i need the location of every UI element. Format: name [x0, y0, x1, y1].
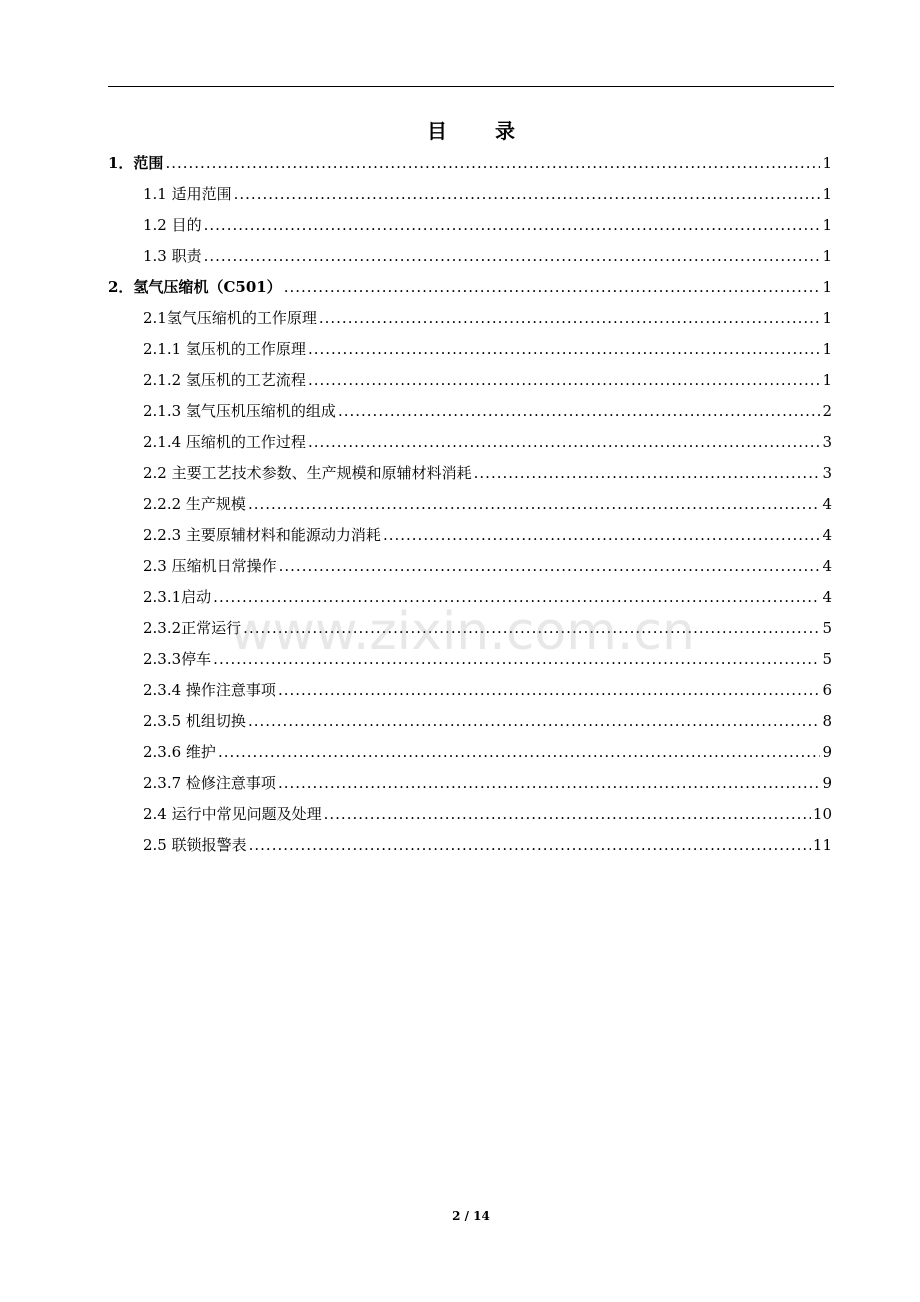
toc-entry-label: 2.3.1启动 — [143, 588, 212, 606]
toc-entry[interactable] — [108, 272, 832, 303]
toc-entry[interactable] — [108, 303, 832, 334]
toc-entry-page: 5 — [822, 619, 832, 637]
toc-entry-page: 10 — [812, 805, 832, 823]
toc-entry[interactable] — [108, 582, 832, 613]
toc-entry[interactable] — [108, 458, 832, 489]
toc-entry-label: 2.3.6 维护 — [143, 743, 216, 761]
toc-entry-label: 2.2.3 主要原辅材料和能源动力消耗 — [143, 526, 381, 544]
toc-entry-label: 2.1.3 氢气压机压缩机的组成 — [143, 402, 336, 420]
toc-entry-label: 1.1 适用范围 — [143, 185, 232, 203]
toc-entry[interactable] — [108, 551, 832, 582]
toc-entry[interactable] — [108, 489, 832, 520]
toc-entry[interactable] — [108, 179, 832, 210]
toc-dot-leader — [218, 737, 821, 768]
toc-entry-page: 8 — [822, 712, 832, 730]
toc-dot-leader — [278, 768, 821, 799]
toc-dot-leader — [165, 148, 820, 179]
toc-entry-label: 2．氢气压缩机（C501） — [108, 278, 282, 296]
toc-dot-leader — [243, 613, 820, 644]
toc-dot-leader — [319, 303, 821, 334]
toc-entry-page: 1 — [822, 154, 832, 172]
toc-entry-page: 1 — [822, 216, 832, 234]
toc-entry[interactable] — [108, 210, 832, 241]
toc-entry-page: 1 — [822, 309, 832, 327]
toc-entry-page: 2 — [822, 402, 832, 420]
toc-entry-label: 2.2.2 生产规模 — [143, 495, 246, 513]
toc-entry[interactable] — [108, 241, 832, 272]
toc-entry[interactable] — [108, 613, 832, 644]
toc-entry[interactable] — [108, 830, 832, 861]
toc-entry-label: 2.3.4 操作注意事项 — [143, 681, 276, 699]
toc-dot-leader — [248, 489, 821, 520]
toc-entry-page: 4 — [822, 588, 832, 606]
toc-entry-label: 2.1氢气压缩机的工作原理 — [143, 309, 317, 327]
toc-entry-label: 1.3 职责 — [143, 247, 202, 265]
toc-entry-page: 4 — [822, 557, 832, 575]
toc-dot-leader — [234, 179, 821, 210]
toc-entry[interactable] — [108, 427, 832, 458]
toc-entry-label: 2.2 主要工艺技术参数、生产规模和原辅材料消耗 — [143, 464, 472, 482]
toc-entry-page: 9 — [822, 743, 832, 761]
toc-entry-label: 2.1.2 氢压机的工艺流程 — [143, 371, 306, 389]
toc-entry-page: 1 — [822, 340, 832, 358]
toc-entry[interactable] — [108, 644, 832, 675]
toc-entry[interactable] — [108, 334, 832, 365]
table-of-contents — [108, 148, 832, 861]
toc-entry[interactable] — [108, 799, 832, 830]
toc-dot-leader — [213, 644, 820, 675]
toc-entry-label: 2.3 压缩机日常操作 — [143, 557, 277, 575]
toc-entry-label: 2.4 运行中常见问题及处理 — [143, 805, 322, 823]
toc-entry[interactable] — [108, 148, 832, 179]
toc-dot-leader — [383, 520, 821, 551]
toc-dot-leader — [248, 706, 821, 737]
toc-entry-page: 6 — [822, 681, 832, 699]
toc-title: 目 录 — [427, 119, 529, 143]
toc-entry-page: 1 — [822, 371, 832, 389]
toc-dot-leader — [279, 551, 821, 582]
toc-entry-page: 3 — [822, 464, 832, 482]
toc-dot-leader — [278, 675, 821, 706]
toc-entry-page: 1 — [822, 278, 832, 296]
toc-entry-label: 1．范围 — [108, 154, 164, 172]
toc-entry-page: 4 — [822, 495, 832, 513]
toc-dot-leader — [249, 830, 811, 861]
toc-entry-label: 2.3.3停车 — [143, 650, 212, 668]
toc-entry-label: 2.3.7 检修注意事项 — [143, 774, 276, 792]
toc-dot-leader — [213, 582, 820, 613]
toc-entry-label: 2.1.1 氢压机的工作原理 — [143, 340, 306, 358]
toc-entry-page: 3 — [822, 433, 832, 451]
toc-entry-page: 5 — [822, 650, 832, 668]
toc-dot-leader — [284, 272, 821, 303]
toc-dot-leader — [324, 799, 811, 830]
toc-entry-page: 4 — [822, 526, 832, 544]
toc-entry-page: 1 — [822, 185, 832, 203]
toc-dot-leader — [204, 210, 821, 241]
toc-dot-leader — [204, 241, 821, 272]
toc-dot-leader — [474, 458, 821, 489]
toc-entry-label: 2.1.4 压缩机的工作过程 — [143, 433, 306, 451]
header-rule — [108, 86, 834, 87]
toc-entry-label: 2.5 联锁报警表 — [143, 836, 247, 854]
toc-dot-leader — [308, 334, 821, 365]
toc-entry[interactable] — [108, 520, 832, 551]
toc-entry[interactable] — [108, 675, 832, 706]
toc-entry-page: 11 — [812, 836, 832, 854]
toc-entry-label: 2.3.2正常运行 — [143, 619, 242, 637]
toc-entry-label: 1.2 目的 — [143, 216, 202, 234]
toc-dot-leader — [308, 365, 821, 396]
toc-entry[interactable] — [108, 768, 832, 799]
toc-entry-page: 9 — [822, 774, 832, 792]
toc-entry[interactable] — [108, 365, 832, 396]
page-number: 2 / 14 — [452, 1209, 490, 1223]
watermark: www.zixin.com.cn — [230, 602, 695, 662]
toc-entry-page: 1 — [822, 247, 832, 265]
toc-entry-label: 2.3.5 机组切换 — [143, 712, 246, 730]
toc-entry[interactable] — [108, 706, 832, 737]
toc-dot-leader — [338, 396, 821, 427]
toc-entry[interactable] — [108, 396, 832, 427]
toc-dot-leader — [308, 427, 821, 458]
toc-entry[interactable] — [108, 737, 832, 768]
